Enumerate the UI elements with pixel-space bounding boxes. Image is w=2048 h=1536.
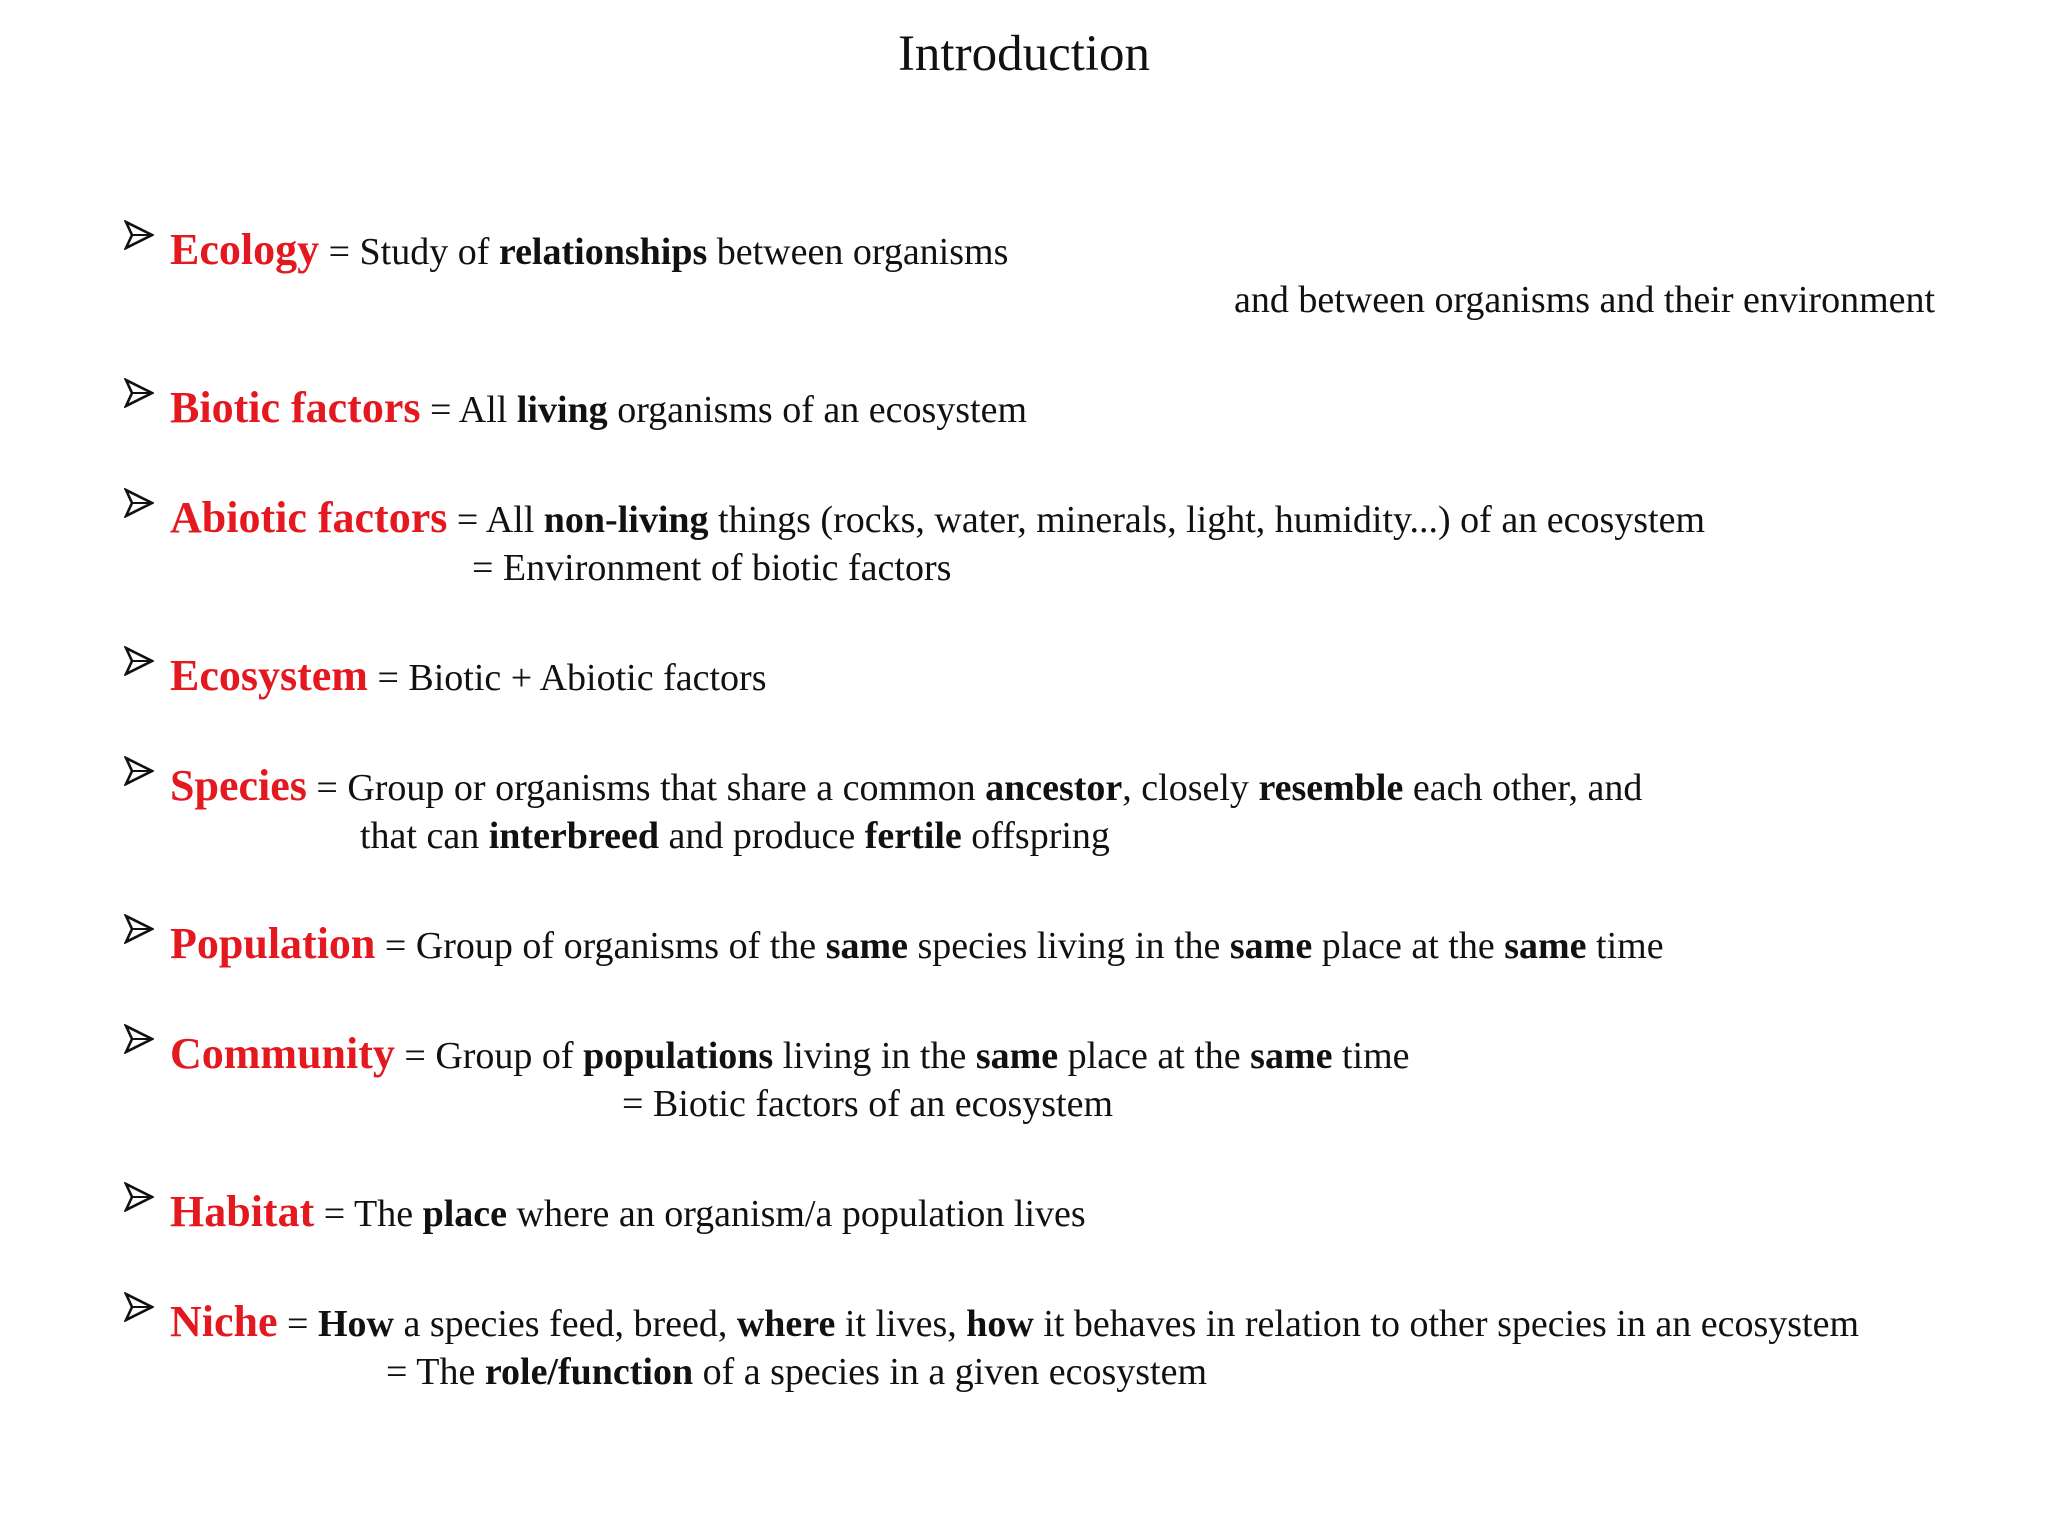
bold-keyword: resemble [1258,767,1404,809]
term-abiotic-factors: Abiotic factors [170,493,448,542]
bold-keyword: role/function [484,1351,694,1393]
definition-text: = Biotic + Abiotic factors [367,657,767,699]
definition-text: = Group or organisms that share a common [306,767,986,809]
definition-text: = The [314,1193,423,1235]
bold-keyword: place [422,1193,507,1235]
definition-text: species living in the [908,925,1230,967]
term-species: Species [170,761,307,810]
definition-text: = The [386,1351,485,1393]
definition-line-biotic-factors [170,382,1027,436]
definition-text: = [277,1303,318,1345]
definition-line-abiotic-factors [472,542,951,594]
arrowhead-bullet-icon [124,1292,158,1332]
definition-text: = Group of organisms of the [375,925,826,967]
bold-keyword: living [516,389,608,431]
definition-text: , closely [1122,767,1259,809]
term-ecosystem: Ecosystem [170,651,368,700]
arrowhead-bullet-icon [124,1024,158,1064]
term-community: Community [170,1029,395,1078]
bold-keyword: same [825,925,908,967]
definition-line-ecology [1234,274,1935,326]
definition-line-population [170,918,1664,972]
bold-keyword: same [975,1035,1059,1077]
definition-line-species [170,760,1642,814]
definition-text: = Study of [319,231,499,273]
arrowhead-bullet-icon [124,488,158,528]
term-biotic-factors: Biotic factors [170,383,421,432]
definition-line-habitat [170,1186,1086,1240]
term-niche: Niche [170,1297,278,1346]
definition-text: = All [420,389,517,431]
definition-text: place at the [1058,1035,1251,1077]
bold-keyword: where [736,1303,836,1345]
page-title: Introduction [897,26,1151,82]
definition-text: a species feed, breed, [393,1303,737,1345]
definition-text: where an organism/a population lives [507,1193,1086,1235]
definition-text: = Group of [394,1035,584,1077]
bold-keyword: How [317,1303,394,1345]
bold-keyword: same [1250,1035,1333,1077]
arrowhead-bullet-icon [124,756,158,796]
definition-text: of a species in a given ecosystem [693,1351,1208,1393]
definition-text: time [1586,925,1664,967]
bold-keyword: same [1504,925,1587,967]
bold-keyword: relationships [498,231,708,273]
arrowhead-bullet-icon [124,646,158,686]
bold-keyword: populations [583,1035,774,1077]
definition-text: offspring [961,815,1110,857]
definition-text: living in the [773,1035,976,1077]
term-ecology: Ecology [170,225,320,274]
definition-text: things (rocks, water, minerals, light, humidity...) of an ecosystem [708,499,1705,541]
bold-keyword: how [966,1303,1034,1345]
definition-text: between organisms [707,231,1009,273]
definition-text: each other, and [1403,767,1643,809]
arrowhead-bullet-icon [124,914,158,954]
term-population: Population [170,919,376,968]
definition-text: place at the [1312,925,1505,967]
definition-text: = All [447,499,544,541]
definition-text: that can [360,815,489,857]
definition-line-abiotic-factors [170,492,1705,546]
definition-text: it lives, [835,1303,967,1345]
definition-line-community [622,1078,1113,1130]
definition-line-ecology [170,224,1008,278]
bold-keyword: same [1229,925,1313,967]
arrowhead-bullet-icon [124,220,158,260]
arrowhead-bullet-icon [124,378,158,418]
definition-text: organisms of an ecosystem [607,389,1028,431]
definition-line-niche [170,1296,1859,1350]
definition-text: it behaves in relation to other species in an ecosystem [1033,1303,1860,1345]
definition-line-species [360,810,1110,862]
definition-text: time [1332,1035,1410,1077]
bold-keyword: interbreed [488,815,659,857]
bold-keyword: non-living [543,499,709,541]
definition-text: = Environment of biotic factors [472,547,952,589]
term-habitat: Habitat [170,1187,315,1236]
definition-line-community [170,1028,1410,1082]
definition-text: and between organisms and their environment [1234,279,1936,321]
arrowhead-bullet-icon [124,1182,158,1222]
definition-text: = Biotic factors of an ecosystem [622,1083,1114,1125]
bold-keyword: ancestor [985,767,1123,809]
bold-keyword: fertile [864,815,962,857]
definition-line-niche [386,1346,1207,1398]
definition-text: and produce [658,815,865,857]
definition-line-ecosystem [170,650,767,704]
